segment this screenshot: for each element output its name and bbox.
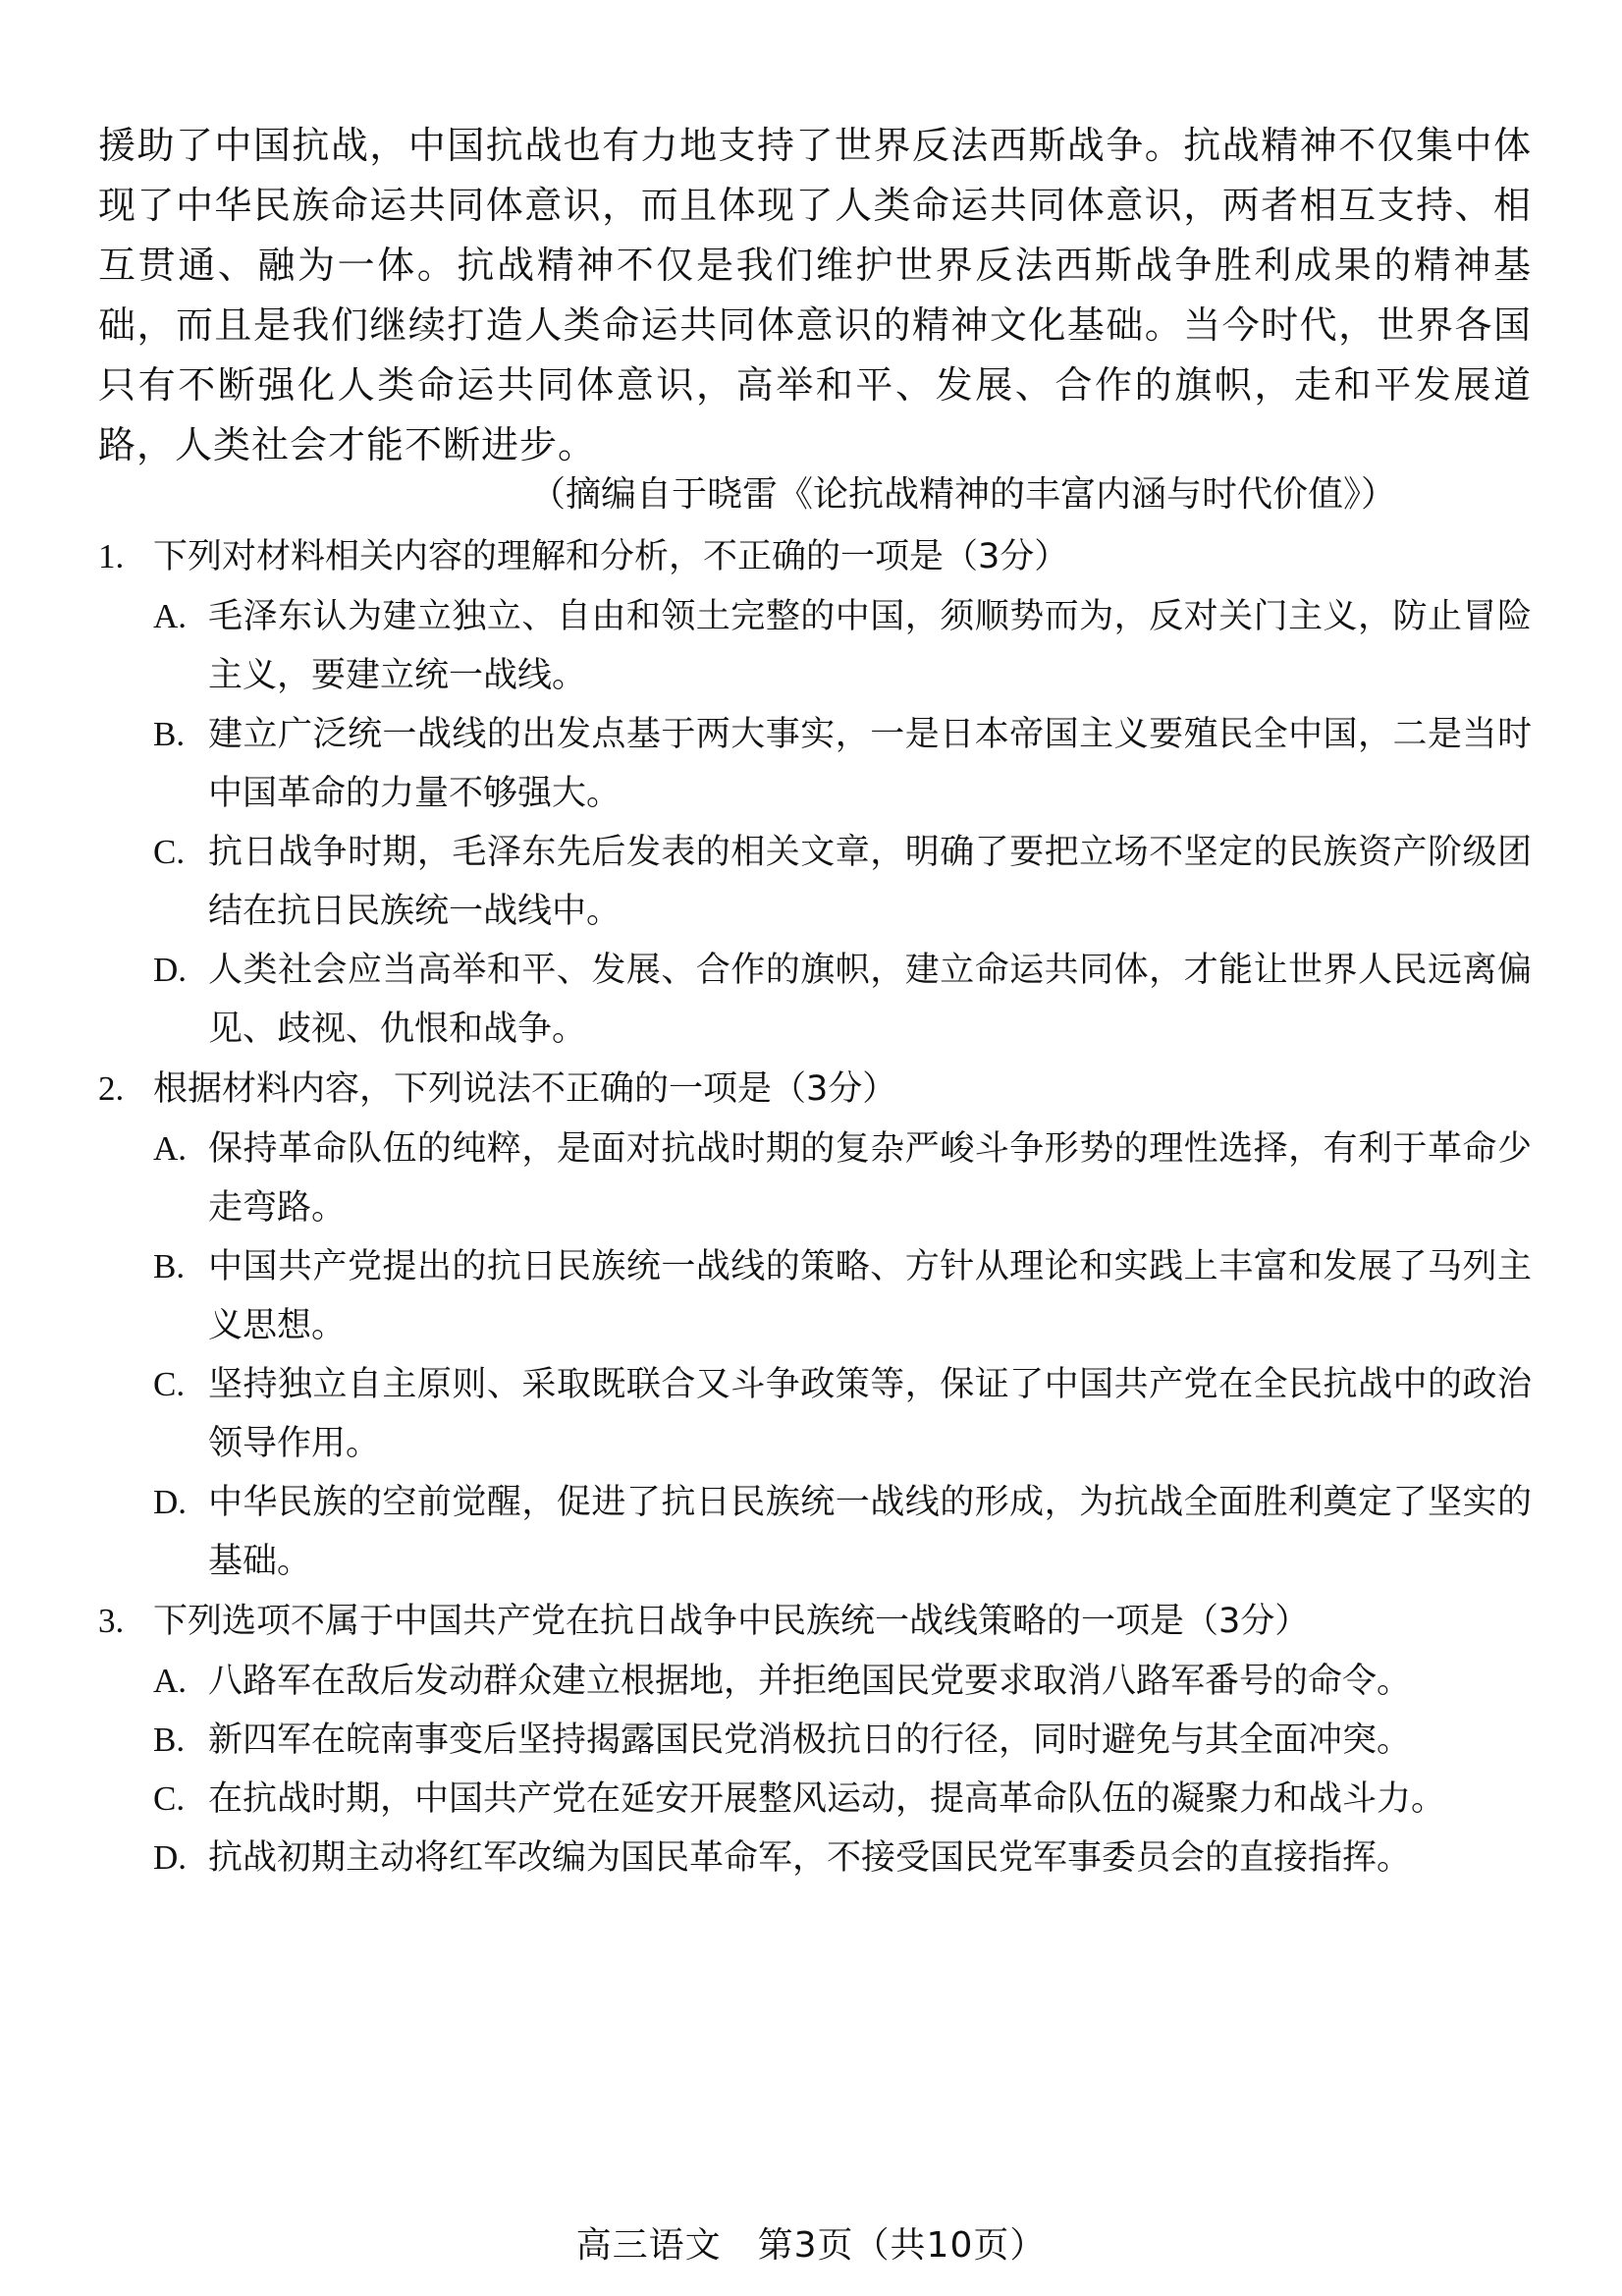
- option-letter: A.: [153, 1129, 188, 1168]
- option-text: 中华民族的空前觉醒，促进了抗日民族统一战线的形成，为抗战全面胜利奠定了坚实的基础。: [208, 1483, 1532, 1581]
- option-d: [153, 1473, 1532, 1591]
- question-number: 3.: [98, 1602, 125, 1640]
- option-letter: C.: [153, 1365, 186, 1403]
- option-text: 在抗战时期，中国共产党在延安开展整风运动，提高革命队伍的凝聚力和战斗力。: [208, 1779, 1446, 1819]
- question-stem: [98, 1059, 1532, 1120]
- option-letter: B.: [153, 1721, 186, 1759]
- option-text: 坚持独立自主原则、采取既联合又斗争政策等，保证了中国共产党在全民抗战中的政治领导作用。: [208, 1365, 1532, 1463]
- passage-text: 援助了中国抗战，中国抗战也有力地支持了世界反法西斯战争。抗战精神不仅集中体现了中华民族命运共同体意识，而且体现了人类命运共同体意识，两者相互支持、相互贯通、融为一体。抗战精神不仅是我们维护世界反法西斯战争胜利成果的精神基础，而且是我们继续打造人类命运共同体意识的精神文化基础。当今时代，世界各国只有不断强化人类命运共同体意识，高举和平、发展、合作的旗帜，走和平发展道路，人类社会才能不断进步。: [98, 124, 1532, 466]
- option-b: [153, 1237, 1532, 1355]
- option-letter: A.: [153, 1662, 188, 1700]
- option-letter: D.: [153, 951, 188, 989]
- option-letter: C.: [153, 1779, 186, 1818]
- option-text: 抗战初期主动将红军改编为国民革命军，不接受国民党军事委员会的直接指挥。: [208, 1838, 1412, 1878]
- option-a: [153, 1652, 1532, 1711]
- option-b: [153, 1711, 1532, 1770]
- option-text: 保持革命队伍的纯粹，是面对抗战时期的复杂严峻斗争形势的理性选择，有利于革命少走弯路。: [208, 1129, 1532, 1228]
- option-letter: D.: [153, 1838, 188, 1877]
- option-a: [153, 1120, 1532, 1237]
- option-letter: B.: [153, 715, 186, 753]
- reading-passage: [98, 116, 1532, 475]
- option-text: 八路军在敌后发动群众建立根据地，并拒绝国民党要求取消八路军番号的命令。: [208, 1662, 1412, 1701]
- question-number: 2.: [98, 1069, 125, 1108]
- option-a: [153, 587, 1532, 705]
- option-d: [153, 1829, 1532, 1887]
- option-c: [153, 1770, 1532, 1829]
- question-text: 根据材料内容，下列说法不正确的一项是（3分）: [153, 1069, 897, 1109]
- option-letter: A.: [153, 597, 188, 635]
- question-text: 下列选项不属于中国共产党在抗日战争中民族统一战线策略的一项是（3分）: [153, 1602, 1310, 1641]
- option-c: [153, 1355, 1532, 1473]
- question-stem: [98, 1591, 1532, 1652]
- question-text: 下列对材料相关内容的理解和分析，不正确的一项是（3分）: [153, 537, 1069, 576]
- option-b: [153, 705, 1532, 823]
- option-letter: B.: [153, 1247, 186, 1285]
- option-text: 中国共产党提出的抗日民族统一战线的策略、方针从理论和实践上丰富和发展了马列主义思想。: [208, 1247, 1532, 1345]
- option-text: 建立广泛统一战线的出发点基于两大事实，一是日本帝国主义要殖民全中国，二是当时中国革命的力量不够强大。: [208, 715, 1532, 813]
- option-text: 新四军在皖南事变后坚持揭露国民党消极抗日的行径，同时避免与其全面冲突。: [208, 1721, 1412, 1760]
- page-footer: 高三语文 第3页（共10页）: [575, 2225, 1047, 2266]
- question-2: [98, 1059, 1532, 1591]
- option-letter: D.: [153, 1483, 188, 1521]
- option-text: 抗日战争时期，毛泽东先后发表的相关文章，明确了要把立场不坚定的民族资产阶级团结在抗日民族统一战线中。: [208, 833, 1532, 931]
- option-text: 毛泽东认为建立独立、自由和领土完整的中国，须顺势而为，反对关门主义，防止冒险主义，要建立统一战线。: [208, 597, 1532, 695]
- option-letter: C.: [153, 833, 186, 871]
- question-list: [98, 526, 1532, 1887]
- question-1: [98, 526, 1532, 1059]
- question-3: [98, 1591, 1532, 1887]
- source-citation: （摘编自于晓雷《论抗战精神的丰富内涵与时代价值》）: [530, 474, 1397, 515]
- question-stem: [98, 526, 1532, 587]
- option-c: [153, 823, 1532, 941]
- question-number: 1.: [98, 537, 125, 575]
- option-text: 人类社会应当高举和平、发展、合作的旗帜，建立命运共同体，才能让世界人民远离偏见、歧视、仇恨和战争。: [208, 951, 1532, 1049]
- option-d: [153, 941, 1532, 1059]
